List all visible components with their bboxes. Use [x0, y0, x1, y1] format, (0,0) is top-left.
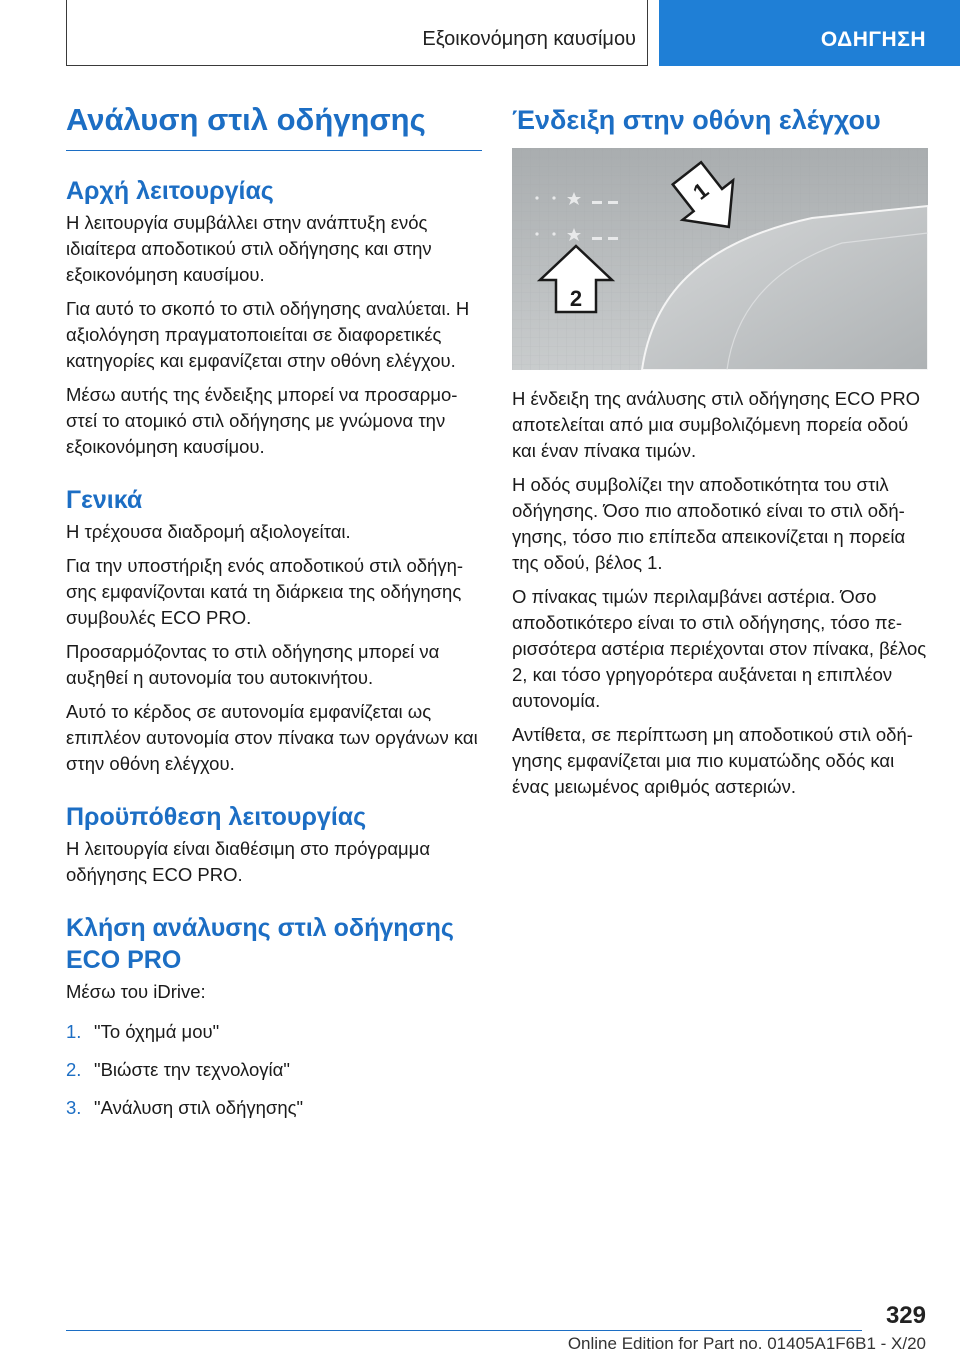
paragraph: Μέσω αυτής της ένδειξης μπορεί να προσαρμοστεί το ατομικό στιλ οδήγησης με γνώμονα την εξοικονόμηση καυσίμου. — [66, 384, 458, 457]
step-number: 2. — [66, 1059, 82, 1080]
paragraph: Για αυτό το σκοπό το στιλ οδήγησης αναλύεται. Η αξιολόγηση πραγματοποιείται σε διαφορετικές κατηγορίες και εμφανίζεται στην οθόνη ελέγχου. — [66, 298, 470, 371]
chapter-tab — [659, 0, 960, 66]
heading-call: Κλήση ανάλυσης στιλ οδήγησης ECO PRO — [66, 914, 454, 974]
paragraph: Η λειτουργία είναι διαθέσιμη στο πρόγραμμα οδήγησης ECO PRO. — [66, 838, 431, 885]
title-divider — [66, 150, 482, 151]
paragraph: Η οδός συμβολίζει την αποδοτικότητα του στιλ οδήγησης. Όσο πιο αποδοτικό είναι το στιλ οδήγησης, τόσο πιο επίπεδα απεικονίζεται η πορεία της οδού, βέλος 1. — [512, 474, 906, 573]
steps-list — [66, 1019, 482, 1121]
call-intro: Μέσω του iDrive: — [66, 981, 206, 1002]
section-title: Εξοικονόμηση καυσίμου — [422, 28, 636, 50]
callout-2: 2 — [569, 286, 583, 311]
step-text: "Βιώστε την τεχνολογία" — [94, 1059, 290, 1080]
callout-1: 1 — [688, 177, 714, 205]
paragraph: Η λειτουργία συμβάλλει στην ανάπτυξη ενός ιδιαίτερα αποδοτικού στιλ οδήγησης και στην εξοικονόμηση καυσίμου. — [66, 212, 432, 285]
paragraph: Προσαρμόζοντας το στιλ οδήγησης μπορεί να αυξηθεί η αυτονομία του αυτοκινήτου. — [66, 641, 440, 688]
left-column — [66, 100, 482, 1133]
section-title-display: Ένδειξη στην οθόνη ελέγχου — [512, 105, 881, 135]
chapter-label: ΟΔΗΓΗΣΗ — [820, 28, 926, 51]
heading-prerequisite: Προϋπόθεση λειτουργίας — [66, 803, 367, 831]
paragraph: Για την υποστήριξη ενός αποδοτικού στιλ οδήγησης εμφανίζονται κατά τη διάρκεια της οδήγησης συμβουλές ECO PRO. — [66, 555, 464, 628]
edition-text: Online Edition for Part no. 01405A1F6B1 - X/20 — [567, 1334, 926, 1353]
paragraph: Αυτό το κέρδος σε αυτονομία εμφανίζεται ως επιπλέον αυτονομία στον πίνακα των οργάνων και στην οθόνη ελέγχου. — [66, 701, 478, 774]
list-item — [66, 1095, 482, 1121]
paragraph: Η τρέχουσα διαδρομή αξιολογείται. — [66, 521, 351, 542]
eco-pro-display-illustration — [512, 148, 928, 370]
step-number: 3. — [66, 1097, 82, 1118]
step-text: "Το όχημά μου" — [94, 1021, 220, 1042]
paragraph: Αντίθετα, σε περίπτωση μη αποδοτικού στιλ οδήγησης εμφανίζεται μια πιο κυματώδης οδός και ένας μειωμένος αριθμός αστεριών. — [512, 724, 913, 797]
paragraph: Η ένδειξη της ανάλυσης στιλ οδήγησης ECO PRO αποτελείται από μια συμβολιζόμενη πορεία οδού και έναν πίνακα τιμών. — [512, 388, 921, 461]
list-item — [66, 1057, 482, 1083]
step-text: "Ανάλυση στιλ οδήγησης" — [94, 1097, 304, 1118]
footer-divider — [66, 1330, 862, 1331]
right-column — [512, 100, 928, 808]
display-graphic — [512, 148, 928, 370]
page-title: Ανάλυση στιλ οδήγησης — [66, 102, 426, 137]
paragraph: Ο πίνακας τιμών περιλαμβάνει αστέρια. Όσο αποδοτικότερο είναι το στιλ οδήγησης, τόσο περισσότερα αστέρια περιέχονται στον πίνακα, βέλος 2, και τόσο γρηγορότερα αυξάνεται η επιπλέον αυτονομία. — [512, 586, 927, 711]
list-item — [66, 1019, 482, 1045]
heading-principle: Αρχή λειτουργίας — [66, 177, 274, 205]
step-number: 1. — [66, 1021, 82, 1042]
heading-general: Γενικά — [66, 486, 143, 514]
page-number: 329 — [885, 1302, 926, 1329]
